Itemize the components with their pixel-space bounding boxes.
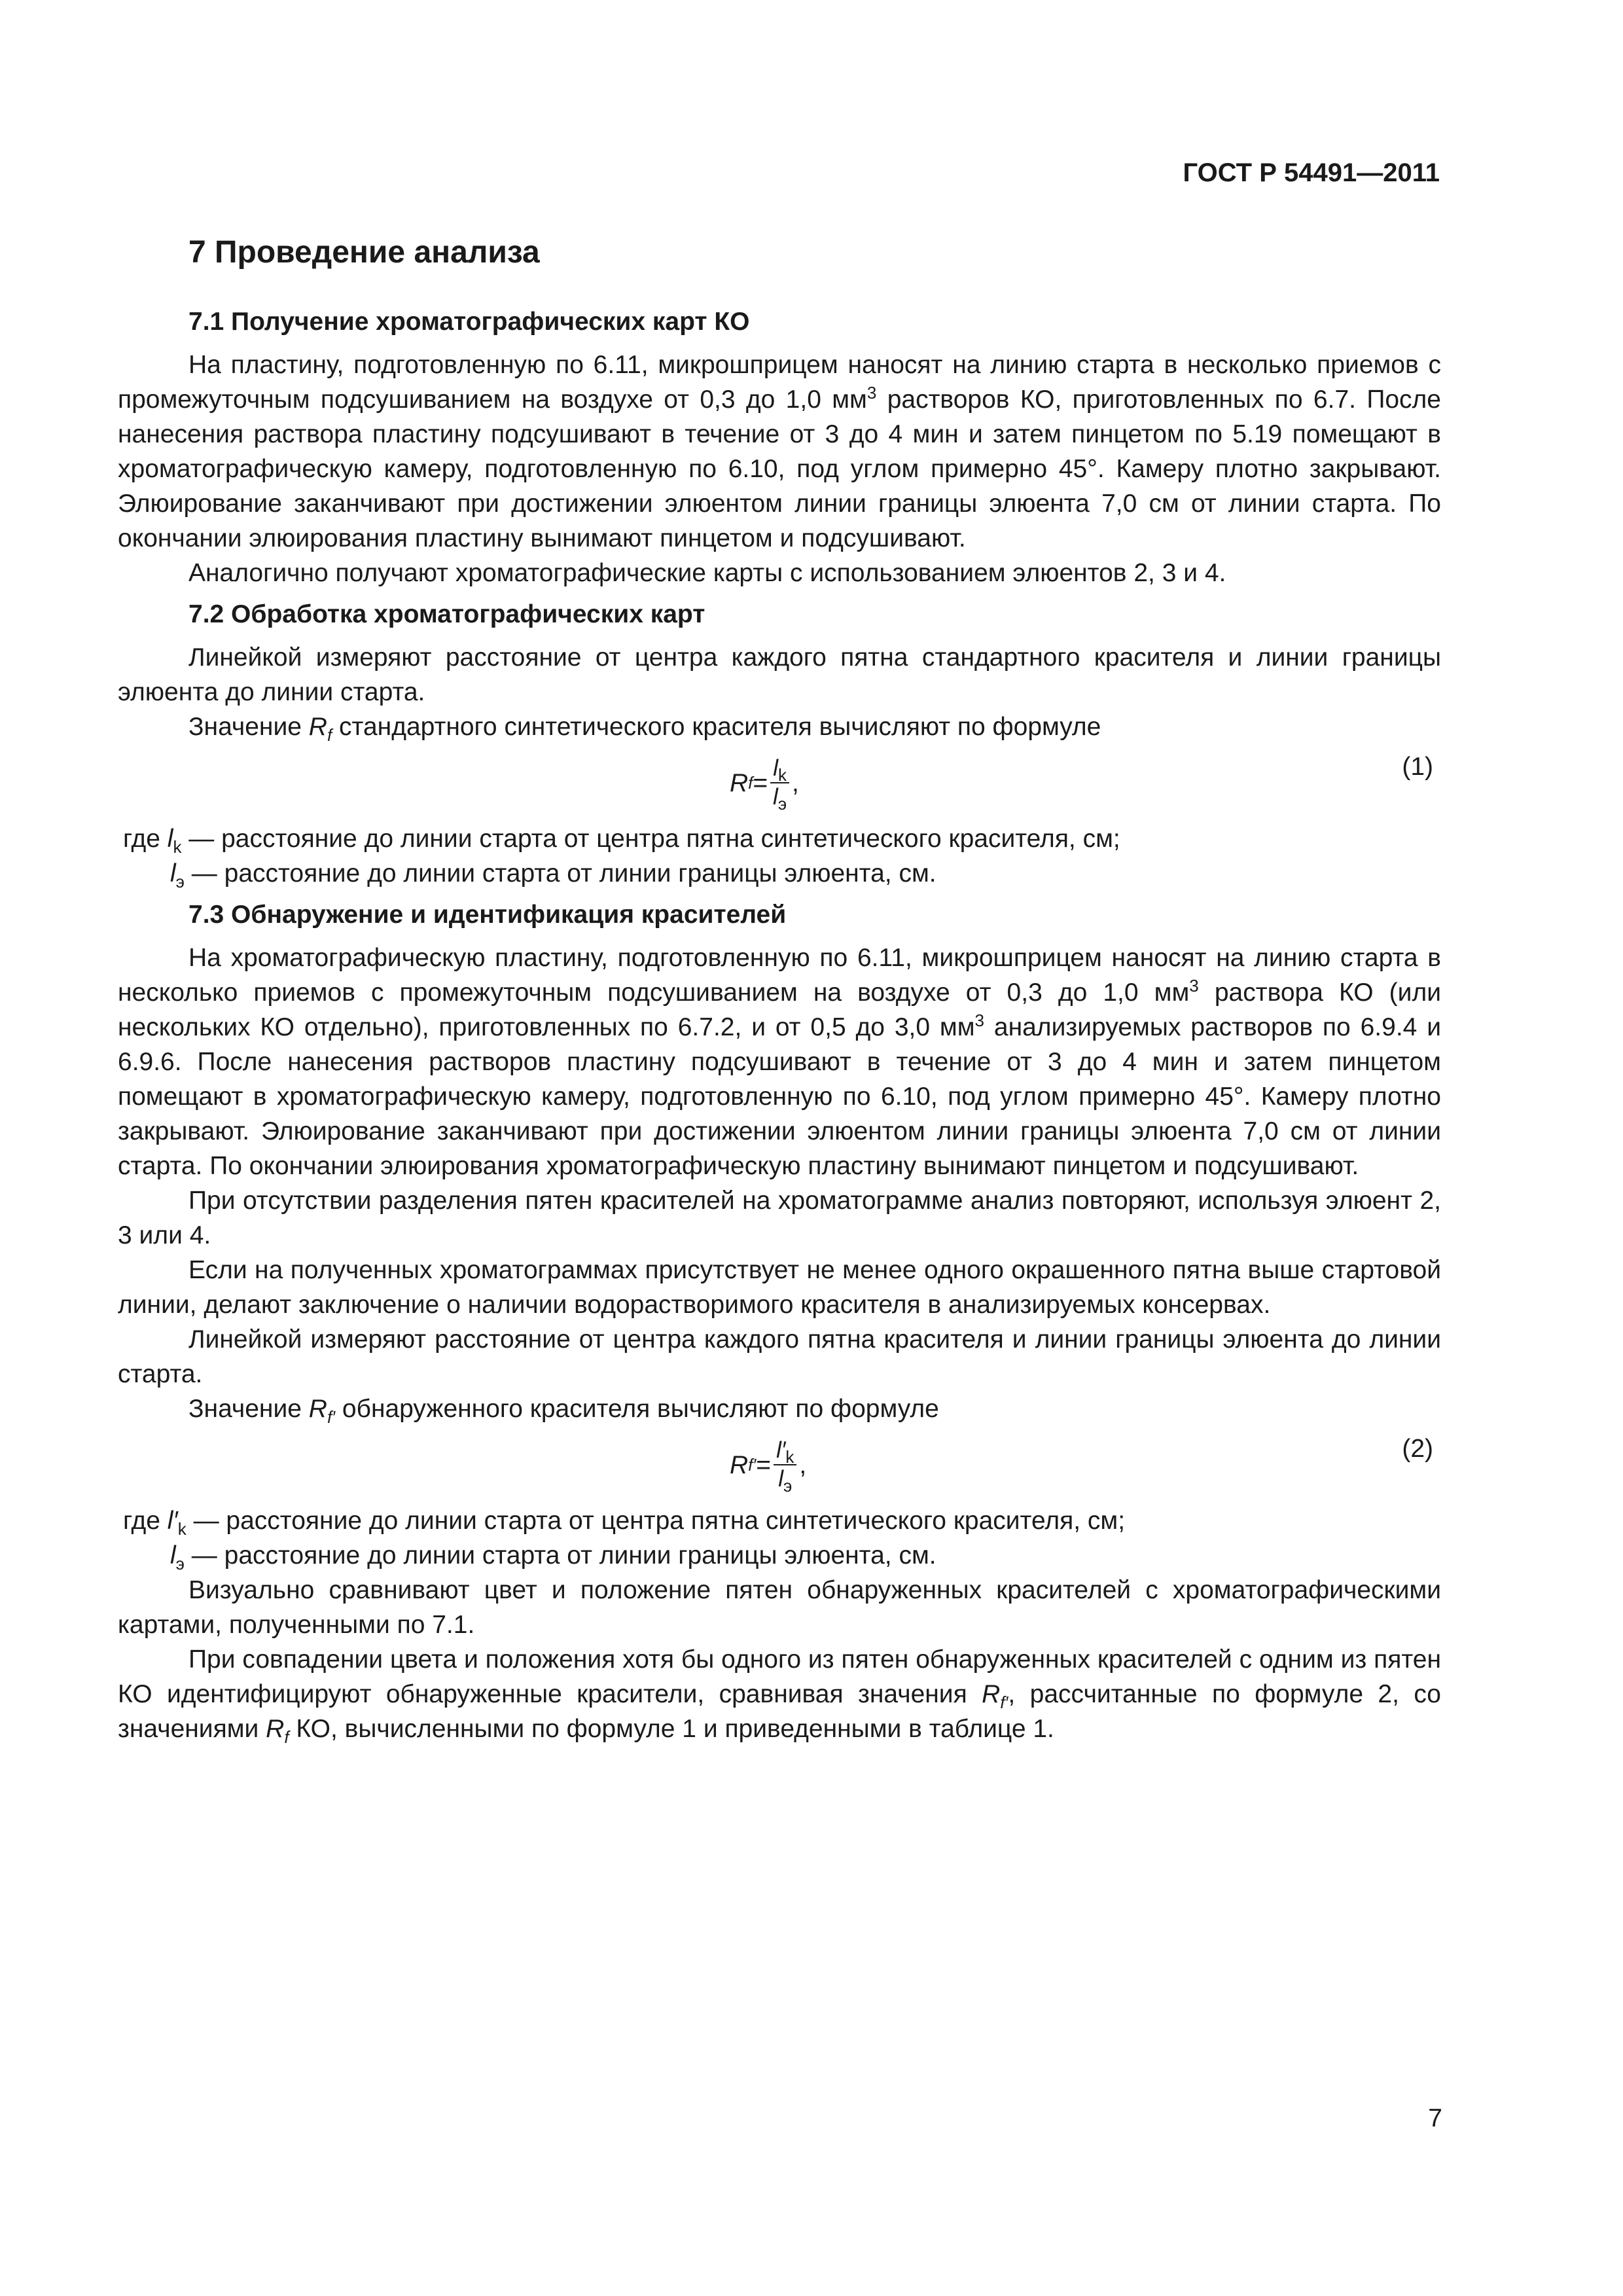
paragraph-7-3-4: Линейкой измеряют расстояние от центра каждого пятна красителя и линии границы элюента до линии старта.: [118, 1325, 1441, 1388]
where-7-2-le: $l_э$ — расстояние до линии старта от линии границы элюента, см.: [170, 859, 936, 891]
page-number: 7: [1428, 2104, 1442, 2132]
paragraph-7-3-2: При отсутствии разделения пятен красителей на хроматограмме анализ повторяют, используя элюент 2, 3 или 4.: [118, 1187, 1441, 1249]
document-code: ГОСТ Р 54491—2011: [1183, 158, 1440, 187]
formula-1: [118, 744, 1441, 821]
subheading-7-1: 7.1 Получение хроматографических карт КО: [188, 308, 750, 336]
paragraph-7-3-3: Если на полученных хроматограммах присутствует не менее одного окрашенного пятна выше стартовой линии, делают заключение о наличии водорастворимого красителя в анализируемых консервах.: [118, 1256, 1441, 1319]
subheading-7-2: 7.2 Обработка хроматографических карт: [188, 600, 705, 628]
where-7-3-le: $l_э$ — расстояние до линии старта от линии границы элюента, см.: [170, 1541, 936, 1573]
paragraph-7-1-1: На пластину, подготовленную по 6.11, микрошприцем наносят на линию старта в несколько приемов с промежуточным подсушиванием на воздухе от 0,3 до 1,0 $мм^3$ растворов КО, приготовленных по 6.7. После нанесения раствора пластину подсушивают в течение от 3 до 4 мин и затем пинцетом по 5.19 помещают в хроматографическую камеру, подготовленную по 6.10, под углом примерно 45°. Камеру плотно закрывают. Элюирование заканчивают при достижении элюентом линии границы элюента 7,0 см от линии старта. По окончании элюирования пластину вынимают пинцетом и подсушивают.: [118, 351, 1441, 552]
formula-2-expression: R f′ = $\frac{l'_k}{l_э}$ ,: [730, 1437, 807, 1496]
paragraph-7-1-2: Аналогично получают хроматографические карты с использованием элюентов 2, 3 и 4.: [188, 559, 1226, 587]
section-title: 7 Проведение анализа: [188, 235, 540, 270]
paragraph-7-3-7: При совпадении цвета и положения хотя бы одного из пятен обнаруженных красителей с одним из пятен КО идентифицируют обнаруженные красители, сравнивая значения $R_{f'}$, рассчитанные по формуле 2, со значениями $R_f$ КО, вычисленными по формуле 1 и приведенными в таблице 1.: [118, 1645, 1441, 1747]
formula-1-expression: R f = $\frac{l_k}{l_э}$ ,: [730, 755, 799, 814]
where-7-3-lk: где $l'_k$ — расстояние до линии старта от центра пятна синтетического красителя, см;: [123, 1507, 1126, 1539]
formula-2: [118, 1426, 1441, 1503]
paragraph-7-3-5: Значение $R_{f'}$ обнаруженного красителя вычисляют по формуле: [188, 1395, 939, 1427]
paragraph-7-3-6: Визуально сравнивают цвет и положение пятен обнаруженных красителей с хроматографическими картами, полученными по 7.1.: [118, 1576, 1441, 1639]
formula-2-number: (2): [1402, 1435, 1433, 1463]
paragraph-7-2-2: Значение $R_f$ стандартного синтетического красителя вычисляют по формуле: [188, 713, 1101, 745]
where-7-2-lk: где $l_k$ — расстояние до линии старта от центра пятна синтетического красителя, см;: [123, 825, 1120, 857]
formula-1-number: (1): [1402, 753, 1433, 781]
document-body: [118, 304, 1441, 1746]
subheading-7-3: 7.3 Обнаружение и идентификация красителей: [188, 901, 787, 929]
paragraph-7-2-1: Линейкой измеряют расстояние от центра каждого пятна стандартного красителя и линии границы элюента до линии старта.: [118, 643, 1441, 706]
paragraph-7-3-1: На хроматографическую пластину, подготовленную по 6.11, микрошприцем наносят на линию старта в несколько приемов с промежуточным подсушиванием на воздухе от 0,3 до 1,0 $мм^3$ раствора КО (или нескольких КО отдельно), приготовленных по 6.7.2, и от 0,5 до 3,0 $мм^3$ анализируемых растворов по 6.9.4 и 6.9.6. После нанесения растворов пластину подсушивают в течение от 3 до 4 мин и затем пинцетом помещают в хроматографическую камеру, подготовленную по 6.10, под углом примерно 45°. Камеру плотно закрывают. Элюирование заканчивают при достижении элюентом линии границы элюента 7,0 см от линии старта. По окончании элюирования хроматографическую пластину вынимают пинцетом и подсушивают.: [118, 944, 1442, 1180]
